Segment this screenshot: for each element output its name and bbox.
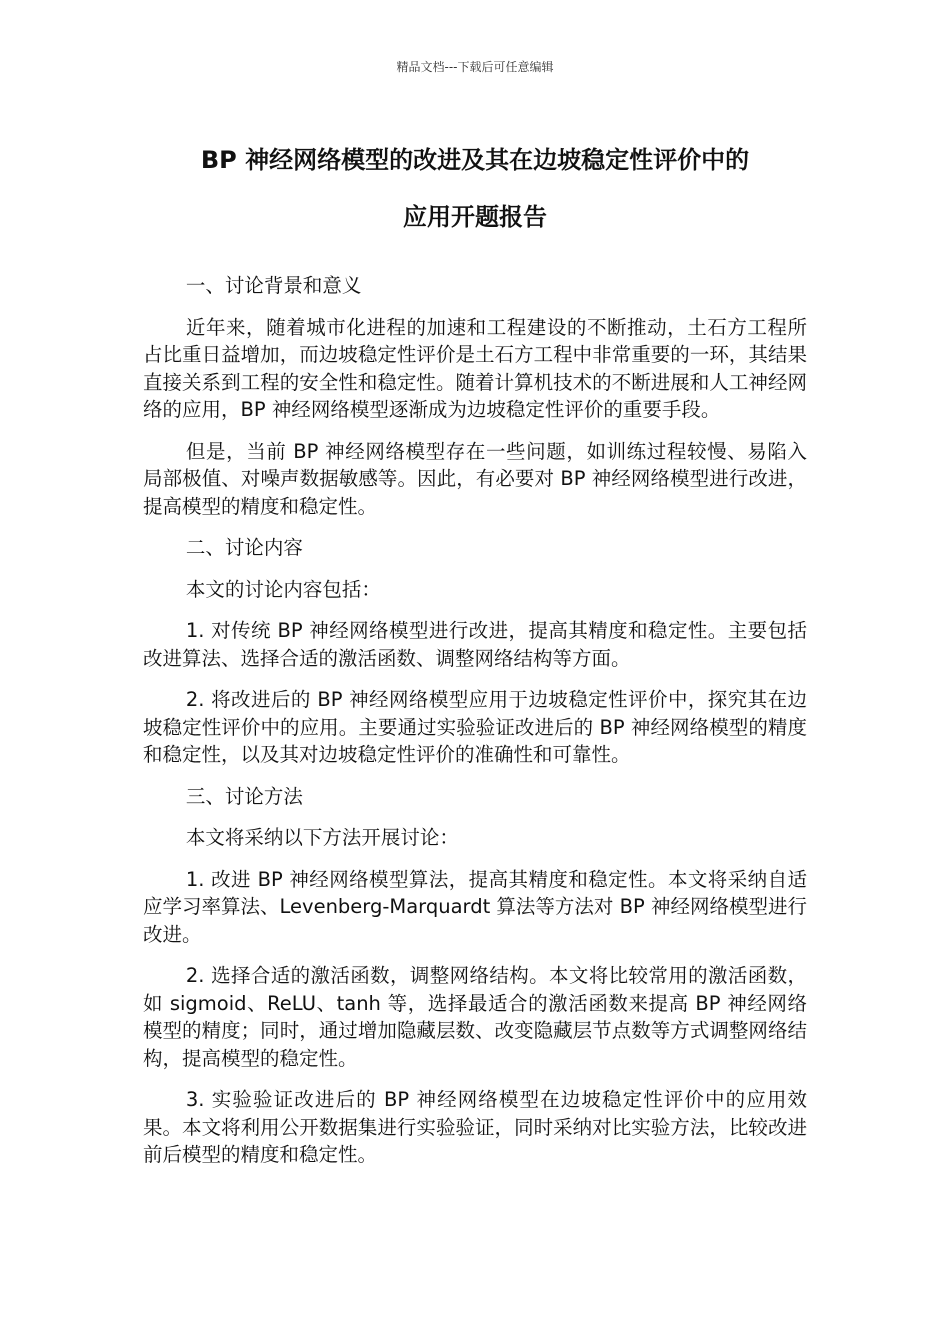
section-heading-background: 一、讨论背景和意义 xyxy=(185,274,362,297)
paragraph: 本文的讨论内容包括： xyxy=(185,577,381,601)
paragraph: 本文将采纳以下方法开展讨论： xyxy=(185,826,459,849)
page-header: 精品文档---下载后可任意编辑 xyxy=(396,60,554,74)
list-item: 1. 对传统 BP 神经网络模型进行改进，提高其精度和稳定性。主要包括改进算法、选择合适的激活函数、调整网络结构等方面。 xyxy=(143,619,807,670)
section-heading-content: 二、讨论内容 xyxy=(185,536,303,559)
list-item: 2. 将改进后的 BP 神经网络模型应用于边坡稳定性评价中，探究其在边坡稳定性评价中的应用。主要通过实验验证改进后的 BP 神经网络模型的精度和稳定性，以及其对边坡稳定性评价的准确性和可靠性。 xyxy=(143,688,807,766)
document-title-line-2: 应用开题报告 xyxy=(403,203,547,231)
document-title-line-1: BP 神经网络模型的改进及其在边坡稳定性评价中的 xyxy=(200,146,750,174)
list-item: 3. 实验验证改进后的 BP 神经网络模型在边坡稳定性评价中的应用效果。本文将利用公开数据集进行实验验证，同时采纳对比实验方法，比较改进前后模型的精度和稳定性。 xyxy=(143,1088,807,1166)
document-body xyxy=(143,272,807,1183)
section-heading-methods: 三、讨论方法 xyxy=(185,784,303,808)
list-item: 1. 改进 BP 神经网络模型算法，提高其精度和稳定性。本文将采纳自适应学习率算法、Levenberg-Marquardt 算法等方法对 BP 神经网络模型进行改进。 xyxy=(143,867,807,946)
paragraph: 近年来，随着城市化进程的加速和工程建设的不断推动，土石方工程所占比重日益增加，而边坡稳定性评价是土石方工程中非常重要的一环，其结果直接关系到工程的安全性和稳定性。随着计算机技术的不断进展和人工神经网络的应用，BP 神经网络模型逐渐成为边坡稳定性评价的重要手段。 xyxy=(143,315,807,421)
list-item: 2. 选择合适的激活函数，调整网络结构。本文将比较常用的激活函数，如 sigmoid、ReLU、tanh 等，选择最适合的激活函数来提高 BP 神经网络模型的精度；同时，通过增加隐藏层数、改变隐藏层节点数等方式调整网络结构，提高模型的稳定性。 xyxy=(143,964,807,1070)
paragraph: 但是，当前 BP 神经网络模型存在一些问题，如训练过程较慢、易陷入局部极值、对噪声数据敏感等。因此，有必要对 BP 神经网络模型进行改进，提高模型的精度和稳定性。 xyxy=(143,439,807,518)
